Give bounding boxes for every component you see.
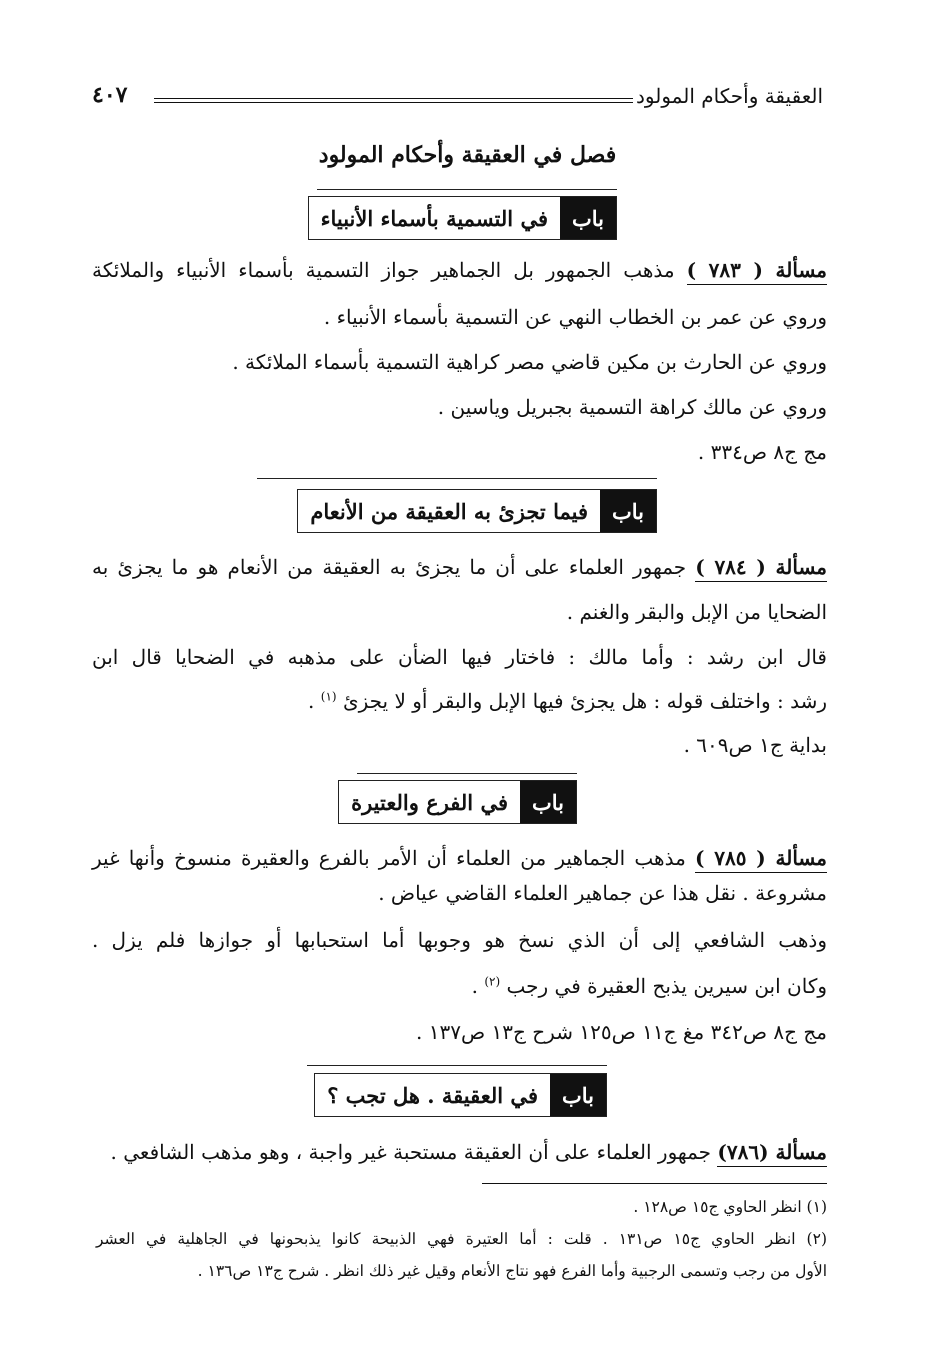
footnote-marker: (٢) [484,974,501,989]
bab-heading-naming [308,196,617,240]
bab-tag: باب [560,197,616,239]
bab-top-rule [307,1065,607,1066]
bab-heading-aqiqa-obligation [314,1073,607,1117]
text-line: وروي عن عمر بن الخطاب النهي عن التسمية بأسماء الأنبياء . [323,305,827,329]
bab-top-rule [357,773,577,774]
bab-title: فيما تجزئ به العقيقة من الأنعام [310,498,588,524]
footnote-1: (١) انظر الحاوي ج١٥ ص١٢٨ . [633,1198,827,1216]
masala-label: مسألة (٧٨٦) [717,1140,827,1167]
text-line: وروي عن الحارث بن مكين قاضي مصر كراهية التسمية بأسماء الملائكة . [232,350,827,374]
reference-line: مج ج٨ ص٣٤٢ مغ ج١١ ص١٢٥ شرح ج١٣ ص١٣٧ . [416,1020,827,1044]
text-line: مسألة ( ٧٨٤ ) جمهور العلماء على أن ما يجزئ به العقيقة من الأنعام هو ما يجزئ به [92,555,827,579]
header-rule [154,98,633,103]
text-line: وكان ابن سيرين يذبح العقيرة في رجب $^{(٢)}$ . [471,974,827,998]
running-header [92,78,823,118]
bab-top-rule [257,478,657,479]
text-line: مسألة ( ٧٨٣ ) مذهب الجمهور بل الجماهير جواز التسمية بأسماء الأنبياء والملائكة [92,258,827,282]
bab-tag: باب [520,781,576,823]
bab-tag: باب [600,490,656,532]
text-line: وروي عن مالك كراهة التسمية بجبريل وياسين . [437,395,827,419]
text-line: رشد : واختلف قوله : هل يجزئ فيها الإبل والبقر أو لا يجزئ $^{(١)}$ . [308,689,827,713]
chapter-title: فصل في العقيقة وأحكام المولود [318,142,617,168]
text-line: وذهب الشافعي إلى أن الذي نسخ هو وجوبها أما استحبابها أو جوازها فلم يزل . [92,928,827,952]
text-line: مسألة (٧٨٦) جمهور العلماء على أن العقيقة مستحبة غير واجبة ، وهو مذهب الشافعي . [111,1140,827,1164]
reference-line: بداية ج١ ص٦٠٩ . [683,733,827,757]
reference-line: مج ج٨ ص٣٣٤ . [697,440,827,464]
masala-label: مسألة ( ٧٨٥ ) [695,846,827,873]
bab-top-rule [317,189,617,190]
footnote-marker: (١) [320,689,337,704]
footnote-rule [482,1183,827,1184]
bab-title: في التسمية بأسماء الأنبياء [320,205,548,231]
text-line: قال ابن رشد : وأما مالك : فاختار فيها الضأن على مذهبه في الضحايا قال ابن [92,645,827,669]
bab-tag: باب [550,1074,606,1116]
text-line: الضحايا من الإبل والبقر والغنم . [566,600,827,624]
bab-heading-fara-atira [338,780,577,824]
masala-label: مسألة ( ٧٨٣ ) [687,258,827,285]
masala-label: مسألة ( ٧٨٤ ) [695,555,827,582]
running-title: العقيقة وأحكام المولود [636,84,823,108]
bab-title: في الفرع والعتيرة [351,789,508,815]
footnote-2-continued: الأول من رجب وتسمى الرجبية وأما الفرع فهو نتاج الأنعام وقيل غير ذلك انظر . شرح ج١٣ ص١٣٦ . [197,1262,827,1280]
text-line: مشروعة . نقل هذا عن جماهير العلماء القاضي عياض . [378,881,827,905]
text-line: مسألة ( ٧٨٥ ) مذهب الجماهير من العلماء أن الأمر بالفرع والعقيرة منسوخ وأنها غير [92,846,827,870]
footnote-2: (٢) انظر الحاوي ج١٥ ص١٣١ . قلت : أما العتيرة فهي الذبيحة كانوا يذبحونها في الجاهلية في العشر [96,1230,827,1248]
bab-title: في العقيقة . هل تجب ؟ [327,1082,538,1108]
page-number: ٤٠٧ [92,82,128,108]
bab-heading-livestock [297,489,657,533]
